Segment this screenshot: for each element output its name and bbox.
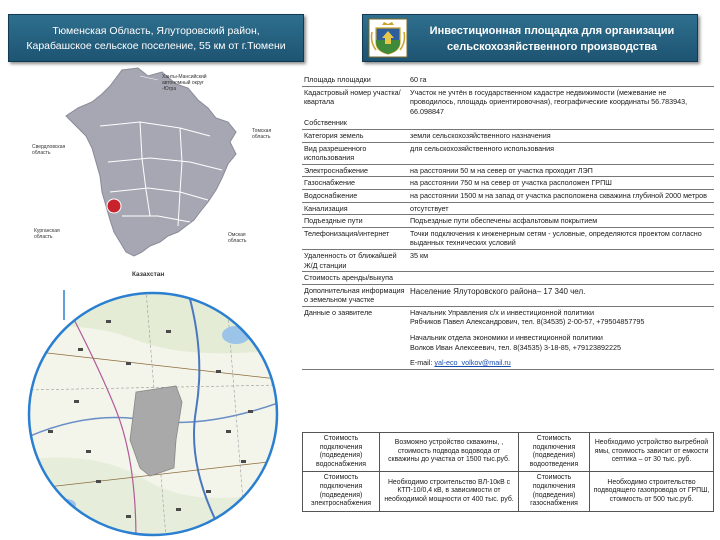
- table-row: [302, 117, 714, 130]
- table-row: [302, 272, 714, 285]
- label-sverdlovsk-2: область: [32, 150, 51, 156]
- region-map: [30, 66, 300, 284]
- table-row: [302, 250, 714, 272]
- row-key: Стоимость аренды/выкупа: [304, 273, 393, 283]
- row-value: Подъездные пути обеспечены асфальтовым покрытием: [410, 216, 598, 226]
- label-kurgan-1: Курганская: [34, 228, 60, 234]
- row-key: Собственник: [304, 118, 347, 128]
- table-row: [302, 177, 714, 190]
- row-key: Подъездные пути: [304, 216, 363, 226]
- table-row: [302, 130, 714, 143]
- cost-cell: Необходимо устройство выгребной ямы, стоимость зависит от емкости септика – от 30 тыс. руб.: [590, 433, 714, 472]
- label-omsk-1: Омская: [228, 232, 246, 238]
- cost-cell: Необходимо строительство ВЛ-10кВ с КТП-10/0,4 кВ, в зависимости от необходимой мощности от 400 тыс. руб.: [380, 472, 519, 511]
- email-link[interactable]: yal-eco_volkov@mail.ru: [434, 358, 511, 368]
- row-key: Водоснабжение: [304, 190, 358, 200]
- row-value: для сельскохозяйственного использования: [410, 143, 555, 153]
- label-omsk-2: область: [228, 238, 247, 244]
- row-key: Кадастровый номер участка/квартала: [304, 87, 401, 107]
- contact-line: Рябчиков Павел Александрович, тел. 8(34535) 2-00-57, +79504857795: [410, 317, 645, 327]
- table-row: [302, 87, 714, 118]
- cost-cell: Необходимо строительство подводящего газопровода от ГРПШ, стоимость от 500 тыс.руб.: [590, 472, 714, 511]
- row-value: Население Ялуторовского района– 17 340 чел.: [410, 286, 586, 296]
- row-key: Удаленность от ближайшей Ж/Д станции: [304, 250, 397, 270]
- tyumen-oblast-shape: [66, 68, 236, 256]
- row-value: [408, 117, 714, 129]
- label-sverdlovsk-1: Свердловская: [32, 144, 66, 150]
- site-location-map: [26, 290, 280, 538]
- label-tomsk-2: область: [252, 134, 271, 140]
- contact-line: Волков Иван Алексеевич, тел. 8(34535) 3-18-85, +79123892225: [410, 342, 621, 352]
- label-khmao-1: Ханты-Мансийский: [162, 74, 207, 80]
- title-line-2: сельскохозяйственного производства: [446, 41, 657, 53]
- row-key: Категория земель: [304, 130, 364, 140]
- location-line-2: Карабашское сельское поселение, 55 км от г.Тюмени: [26, 40, 286, 52]
- land-plot-area: [130, 386, 182, 476]
- contact-line: Начальник Управления с/х и инвестиционной политики: [410, 307, 594, 317]
- coat-of-arms-icon: [368, 18, 408, 58]
- cost-cell: Стоимость подключения (подведения) водоснабжения: [303, 433, 380, 472]
- table-row: [302, 215, 714, 228]
- row-key: Дополнительная информация о земельном участке: [304, 285, 405, 305]
- table-row: [302, 203, 714, 216]
- row-value: отсутствует: [410, 203, 449, 213]
- row-value: 35 км: [410, 250, 429, 260]
- cost-cell: Стоимость подключения (подведения) электроснабжения: [303, 472, 380, 511]
- location-line-1: Тюменская Область, Ялуторовский район,: [52, 25, 260, 37]
- title-banner: [362, 14, 698, 62]
- contact-line: Начальник отдела экономики и инвестиционной политики: [410, 333, 603, 343]
- row-value: на расстоянии 750 м на север от участка расположен ГРПШ: [410, 178, 612, 188]
- contacts-row: [302, 307, 714, 370]
- row-key: Электроснабжение: [304, 165, 369, 175]
- title-line-1: Инвестиционная площадка для организации: [429, 25, 675, 37]
- table-row: [303, 433, 714, 472]
- contacts-block: [408, 307, 714, 369]
- row-key: Газоснабжение: [304, 178, 355, 188]
- label-kazakhstan: Казахстан: [132, 271, 165, 278]
- cost-cell: Стоимость подключения (подведения) водоотведения: [519, 433, 590, 472]
- label-khmao-2: автономный округ: [162, 80, 204, 86]
- table-row: [302, 143, 714, 165]
- row-key: Вид разрешенного использования: [304, 143, 367, 163]
- label-tomsk-1: Томская: [252, 128, 272, 134]
- row-value: земли сельскохозяйственного назначения: [410, 130, 551, 140]
- row-key: Данные о заявителе: [304, 307, 373, 317]
- cost-cell: Стоимость подключения (подведения) газоснабжения: [519, 472, 590, 511]
- row-key: Канализация: [304, 203, 348, 213]
- table-row: [302, 74, 714, 87]
- row-value: на расстоянии 50 м на север от участка проходит ЛЭП: [410, 165, 593, 175]
- location-banner: [8, 14, 304, 62]
- row-key: Площадь площадки: [304, 75, 371, 84]
- row-value: на расстоянии 1500 м на запад от участка расположена скважина глубиной 2000 метров: [410, 190, 707, 200]
- highlighted-district: [107, 199, 121, 213]
- email-line: [410, 358, 712, 368]
- table-row: [302, 190, 714, 203]
- table-row: [302, 165, 714, 178]
- row-key: Телефонизация/интернет: [304, 228, 390, 238]
- table-row: [302, 228, 714, 250]
- table-row: [302, 285, 714, 307]
- connection-costs-table: [302, 432, 714, 512]
- cost-cell: Возможно устройство скважины, , стоимость подвода водовода от скважины до участка от 1500 тыс.руб.: [380, 433, 519, 472]
- site-info-table: [302, 74, 714, 370]
- row-value: 60 га: [410, 75, 427, 84]
- email-label: E-mail:: [410, 358, 433, 368]
- table-row: [303, 472, 714, 511]
- row-value: Точки подключения к инженерным сетям - условные, определяются проектом согласно выданных технических условий: [410, 228, 702, 248]
- row-value: Участок не учтён в государственном кадастре недвижимости (межевание не проводилось, площадь ориентировочная), географические координаты 56.783943, 66.098847: [410, 87, 688, 116]
- label-khmao-3: -Югра: [162, 86, 177, 92]
- label-kurgan-2: область: [34, 234, 53, 240]
